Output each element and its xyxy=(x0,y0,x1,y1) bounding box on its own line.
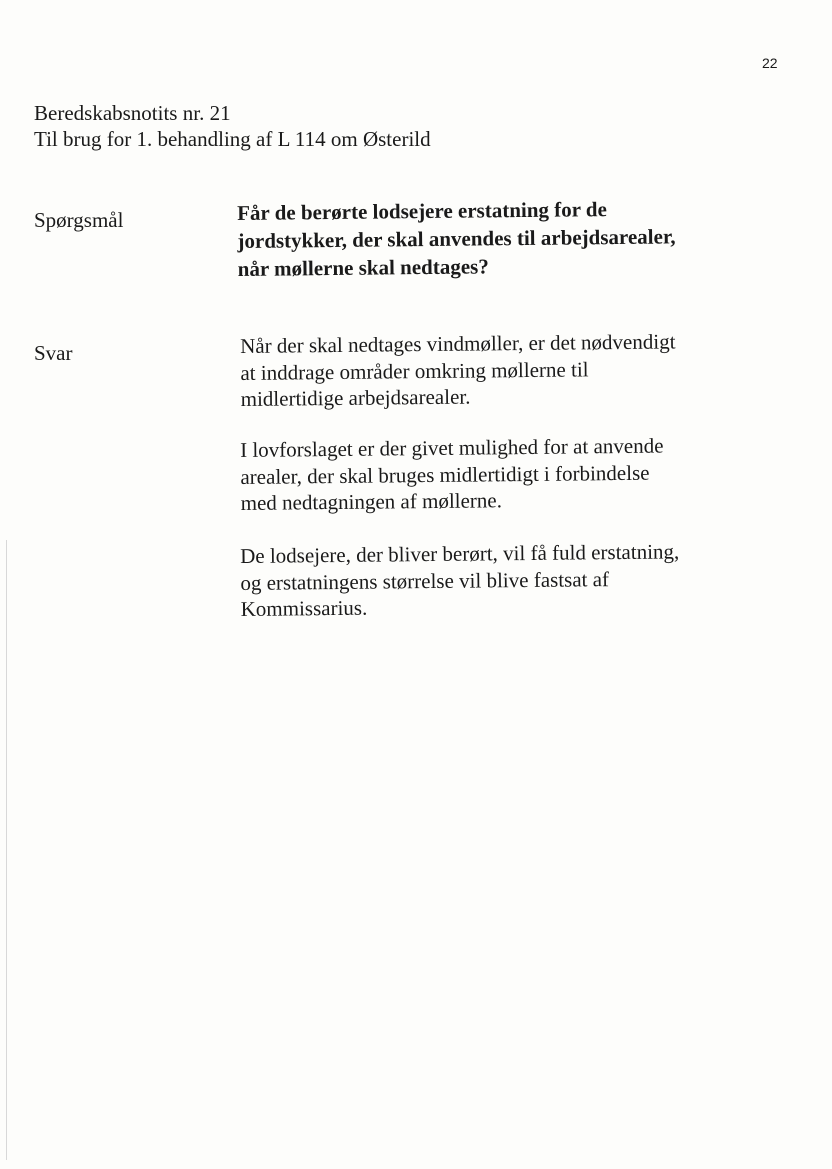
document-header xyxy=(34,100,431,152)
answer-line: midlertidige arbejdsarealer. xyxy=(240,384,471,411)
answer-line: De lodsejere, der bliver berørt, vil få fuld erstatning, xyxy=(240,539,680,568)
question-label: Spørgsmål xyxy=(34,208,124,232)
question-text xyxy=(237,194,738,283)
answer-line: arealer, der skal bruges midlertidigt i forbindelse xyxy=(240,460,650,489)
question-line: når møllerne skal nedtages? xyxy=(237,254,489,281)
answer-label: Svar xyxy=(34,341,73,365)
answer-line: og erstatningens størrelse vil blive fastsat af xyxy=(240,566,610,595)
answer-paragraph xyxy=(240,328,731,413)
header-subtitle: Til brug for 1. behandling af L 114 om Østerild xyxy=(34,127,431,151)
answer-line: Når der skal nedtages vindmøller, er det nødvendigt xyxy=(240,329,676,358)
header-title: Beredskabsnotits nr. 21 xyxy=(34,101,231,125)
answer-paragraph xyxy=(240,432,731,517)
question-line: Får de berørte lodsejere erstatning for de xyxy=(237,197,608,225)
answer-line: I lovforslaget er der givet mulighed for at anvende xyxy=(240,433,664,462)
question-line: jordstykker, der skal anvendes til arbejdsarealer, xyxy=(237,224,676,253)
scan-margin-line xyxy=(6,540,7,1160)
page-number: 22 xyxy=(762,55,778,71)
answer-line: at inddrage områder omkring møllerne til xyxy=(240,356,589,385)
answer-line: Kommissarius. xyxy=(240,595,368,621)
answer-line: med nedtagningen af møllerne. xyxy=(240,488,503,515)
answer-paragraph xyxy=(240,538,731,623)
